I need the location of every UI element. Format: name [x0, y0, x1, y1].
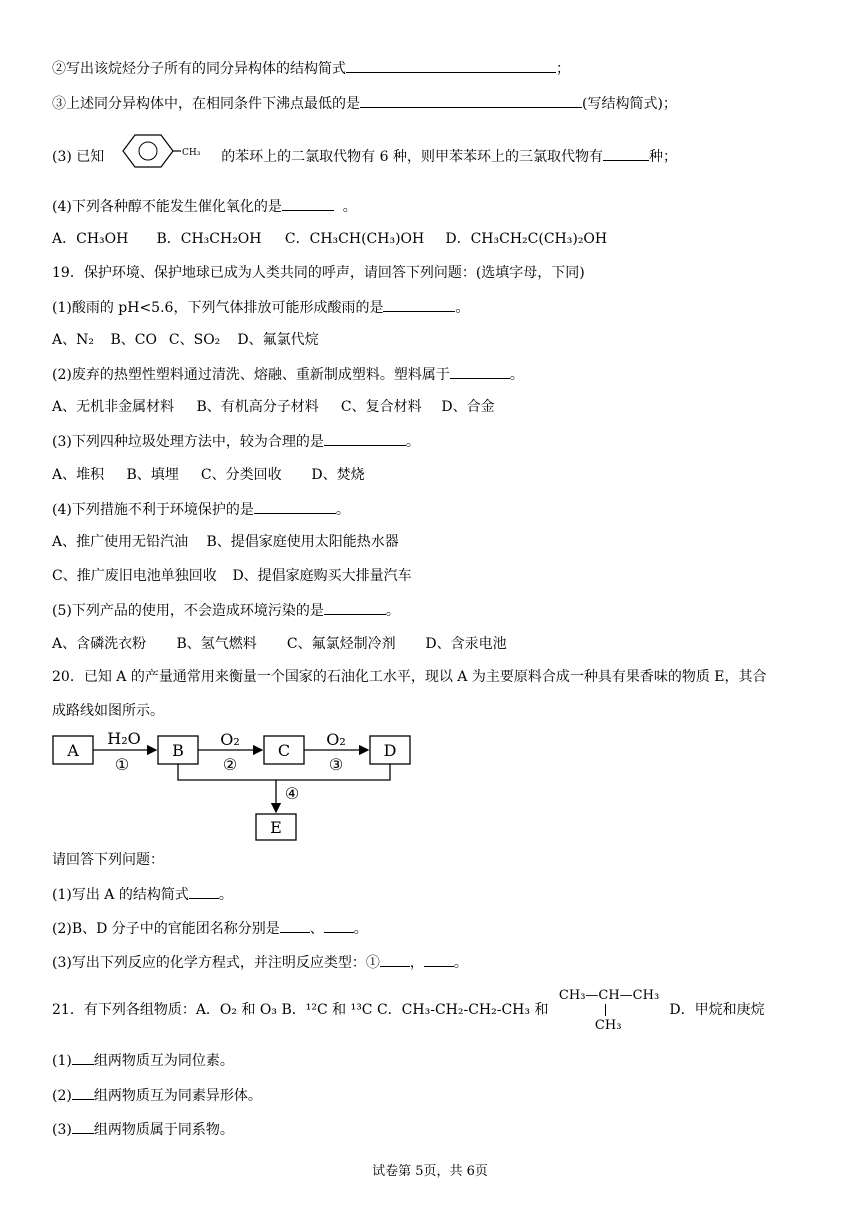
answer-blank[interactable]	[346, 58, 556, 73]
q21-stem	[52, 988, 765, 1033]
q20-p1-end: 。	[218, 887, 233, 903]
reagent-3: O₂	[326, 730, 346, 749]
option-c[interactable]: C、分类回收	[200, 467, 282, 483]
q19-stem: 19．保护环境、保护地球已成为人类共同的呼声，请回答下列问题：(选填字母，下同)	[52, 265, 585, 281]
q20-p1-line	[52, 884, 233, 905]
step-3: ③	[328, 755, 344, 774]
q18-q3-post: 的苯环上的二氯取代物有 6 种，则甲苯苯环上的三氯取代物有	[221, 149, 603, 165]
option-c[interactable]: C．CH₃CH(CH₃)OH	[284, 231, 425, 247]
q18-q4-end: 。	[342, 199, 357, 215]
q18-q3-pre: (3) 已知	[52, 149, 105, 165]
q18-options	[52, 229, 607, 249]
answer-blank[interactable]	[72, 1085, 94, 1100]
isobutane-bond	[605, 1004, 606, 1016]
q21-p1-text: 组两物质互为同位素。	[93, 1053, 234, 1069]
q19-s2-end: 。	[509, 367, 524, 383]
q20-p2-line	[52, 918, 368, 939]
option-a[interactable]: A、堆积	[52, 467, 105, 483]
q19-s4-end: 。	[335, 502, 350, 518]
answer-blank[interactable]	[360, 93, 582, 108]
q20-p2-sep: 、	[309, 921, 324, 937]
option-a[interactable]: A、含磷洗衣粉	[52, 636, 147, 652]
option-c[interactable]: C、推广废旧电池单独回收	[52, 568, 217, 584]
q21-p1-pre: (1)	[52, 1053, 72, 1069]
toluene-ch3-label: CH₃	[181, 148, 201, 158]
q20-p1-text: (1)写出 A 的结构简式	[52, 887, 189, 903]
reagent-1: H₂O	[107, 729, 141, 748]
isobutane-main-chain: CH₃—CH—CH₃	[558, 988, 660, 1003]
option-d[interactable]: D、焚烧	[311, 467, 365, 483]
q18-part2-line	[52, 58, 570, 79]
q19-s5-end: 。	[385, 603, 400, 619]
answer-blank[interactable]	[324, 918, 354, 933]
q19-s3-text: (3)下列四种垃圾处理方法中，较为合理的是	[52, 434, 324, 450]
q21-p3-line	[52, 1119, 234, 1140]
step-4: ④	[284, 784, 300, 803]
step-1: ①	[114, 755, 130, 774]
box-c-label: C	[277, 741, 291, 760]
q18-q4-line	[52, 196, 357, 217]
q19-s1-end: 。	[455, 300, 470, 316]
q18-part2-end: ；	[556, 61, 570, 77]
q20-ask: 请回答下列问题：	[52, 852, 164, 868]
synthesis-route-diagram	[50, 728, 420, 843]
answer-blank[interactable]	[424, 952, 454, 967]
q19-o1	[52, 330, 319, 350]
answer-blank[interactable]	[603, 146, 649, 161]
q19-s4-text: (4)下列措施不利于环境保护的是	[52, 502, 254, 518]
answer-blank[interactable]	[324, 600, 386, 615]
q21-option-d: D．甲烷和庚烷	[669, 1002, 765, 1018]
q20-p2-end: 。	[353, 921, 368, 937]
answer-blank[interactable]	[72, 1119, 94, 1134]
option-d[interactable]: D、合金	[441, 399, 495, 415]
q21-p1-line	[52, 1050, 234, 1071]
q19-o4b	[52, 566, 412, 586]
q21-stem-text: 21．有下列各组物质：A．O₂ 和 O₃ B．¹²C 和 ¹³C C．CH₃-CH₂-CH₂-CH₃ 和	[52, 1002, 549, 1018]
q19-s2-line	[52, 364, 524, 385]
step-2: ②	[222, 755, 238, 774]
option-a[interactable]: A．CH₃OH	[52, 231, 129, 247]
q19-s1-text: (1)酸雨的 pH<5.6，下列气体排放可能形成酸雨的是	[52, 300, 384, 316]
option-b[interactable]: B、CO	[110, 332, 157, 348]
option-d[interactable]: D、氟氯代烷	[237, 332, 319, 348]
answer-blank[interactable]	[380, 952, 410, 967]
option-d[interactable]: D、含汞电池	[425, 636, 507, 652]
q19-o3	[52, 465, 365, 485]
answer-blank[interactable]	[280, 918, 310, 933]
toluene-structure-icon	[115, 131, 211, 171]
q18-q3-line	[52, 143, 677, 171]
isobutane-structure	[553, 988, 665, 1033]
answer-blank[interactable]	[254, 499, 336, 514]
q18-part3-line	[52, 93, 677, 114]
option-b[interactable]: B、有机高分子材料	[196, 399, 319, 415]
q20-stem-2: 成路线如图所示。	[52, 703, 164, 719]
isobutane-branch: CH₃	[594, 1018, 622, 1033]
option-a[interactable]: A、N₂	[52, 332, 94, 348]
answer-blank[interactable]	[324, 431, 406, 446]
q19-s3-line	[52, 431, 420, 452]
option-b[interactable]: B．CH₃CH₂OH	[156, 231, 262, 247]
q20-p3-text: (3)写出下列反应的化学方程式，并注明反应类型：①	[52, 955, 380, 971]
q18-part3-end: (写结构简式)；	[582, 96, 677, 112]
box-d-label: D	[383, 741, 397, 760]
q18-q4-text: (4)下列各种醇不能发生催化氧化的是	[52, 199, 282, 215]
q19-s5-line	[52, 600, 400, 621]
answer-blank[interactable]	[450, 364, 510, 379]
option-d[interactable]: D、提倡家庭购买大排量汽车	[232, 568, 412, 584]
q21-p2-text: 组两物质互为同素异形体。	[93, 1088, 262, 1104]
q18-q3-end: 种；	[649, 149, 677, 165]
q20-p3-line	[52, 952, 468, 973]
option-c[interactable]: C、氟氯烃制冷剂	[286, 636, 396, 652]
q19-o5	[52, 634, 507, 654]
q19-s1-line	[52, 297, 469, 318]
page-footer: 试卷第 5页，共 6页	[372, 1164, 488, 1179]
option-b[interactable]: B、提倡家庭使用太阳能热水器	[206, 534, 399, 550]
q19-s5-text: (5)下列产品的使用，不会造成环境污染的是	[52, 603, 324, 619]
box-a-label: A	[67, 741, 79, 760]
q19-o2	[52, 397, 495, 417]
answer-blank[interactable]	[282, 196, 334, 211]
q21-p2-pre: (2)	[52, 1088, 72, 1104]
answer-blank[interactable]	[383, 297, 455, 312]
q18-part2-text: ②写出该烷烃分子所有的同分异构体的结构简式	[52, 61, 346, 77]
option-a[interactable]: A、无机非金属材料	[52, 399, 175, 415]
q20-p2-text: (2)B、D 分子中的官能团名称分别是	[52, 921, 280, 937]
option-a[interactable]: A、推广使用无铅汽油	[52, 534, 189, 550]
option-d[interactable]: D．CH₃CH₂C(CH₃)₂OH	[445, 231, 608, 247]
q20-stem-1: 20．已知 A 的产量通常用来衡量一个国家的石油化工水平，现以 A 为主要原料合成一种具有果香味的物质 E，其合	[52, 669, 767, 685]
q19-s2-text: (2)废弃的热塑性塑料通过清洗、熔融、重新制成塑料。塑料属于	[52, 367, 450, 383]
box-e-label: E	[270, 818, 282, 837]
q20-p3-end: 。	[453, 955, 468, 971]
q19-s4-line	[52, 499, 350, 520]
q21-p2-line	[52, 1085, 262, 1106]
option-b[interactable]: B、填埋	[126, 467, 179, 483]
q19-s3-end: 。	[405, 434, 420, 450]
box-b-label: B	[172, 741, 184, 760]
option-c[interactable]: C、复合材料	[340, 399, 422, 415]
connector-b-d	[178, 764, 390, 780]
option-c[interactable]: C、SO₂	[168, 332, 221, 348]
q18-part3-text: ③上述同分异构体中，在相同条件下沸点最低的是	[52, 96, 360, 112]
q21-p3-pre: (3)	[52, 1122, 72, 1138]
q21-p3-text: 组两物质属于同系物。	[93, 1122, 234, 1138]
q20-p3-sep: ，	[409, 955, 424, 971]
answer-blank[interactable]	[72, 1050, 94, 1065]
reagent-2: O₂	[220, 730, 240, 749]
q19-o4a	[52, 532, 399, 552]
option-b[interactable]: B、氢气燃料	[176, 636, 257, 652]
answer-blank[interactable]	[189, 884, 219, 899]
